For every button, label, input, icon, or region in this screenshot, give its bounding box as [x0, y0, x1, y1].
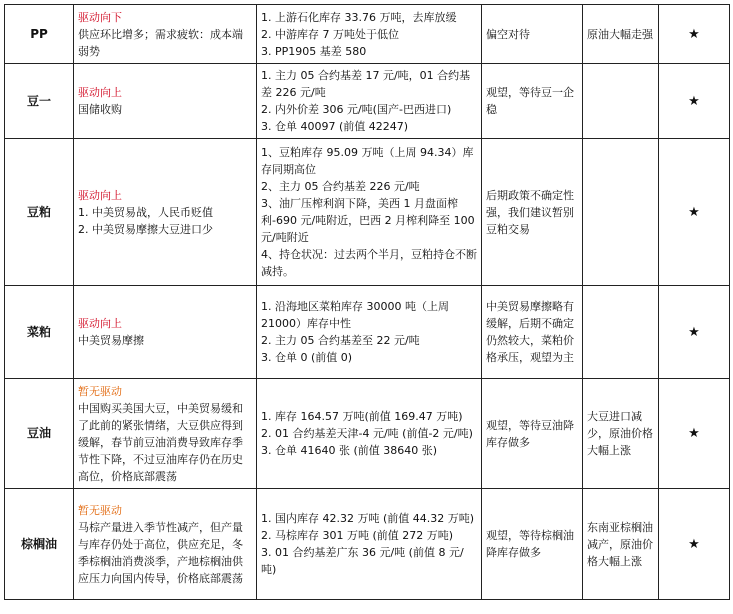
- rating-star-icon: ★: [659, 286, 730, 379]
- detail-item: 1、豆粕库存 95.09 万吨（上周 94.34）库存同期高位: [261, 146, 474, 176]
- detail-item: 2、主力 05 合约基差 226 元/吨: [261, 180, 420, 193]
- detail-item: 1. 主力 05 合约基差 17 元/吨，01 合约基差 226 元/吨: [261, 69, 471, 99]
- rating-star-icon: ★: [659, 489, 730, 600]
- extra-cell: 大豆进口减少，原油价格大幅上涨: [583, 379, 659, 489]
- detail-item: 3. PP1905 基差 580: [261, 44, 367, 58]
- detail-item: 2. 内外价差 306 元/吨(国产-巴西进口): [261, 103, 452, 116]
- table-row: [5, 286, 730, 379]
- extra-cell: [583, 64, 659, 139]
- detail-item: 3. 仓单 41640 张 (前值 38640 张): [261, 444, 438, 457]
- drive-text: 国储收购: [78, 103, 122, 116]
- commodity-name: 菜粕: [5, 286, 74, 379]
- detail-item: 4、持仓状况：过去两个半月，豆粕持仓不断减持。: [261, 248, 477, 278]
- commodity-name: 豆一: [5, 64, 74, 139]
- strategy-cell: 偏空对待: [482, 5, 583, 64]
- details-cell: [257, 139, 482, 286]
- detail-item: 3. 仓单 40097 (前值 42247): [261, 120, 409, 133]
- drive-text: 供应环比增多；需求疲软：成本端弱势: [78, 27, 243, 58]
- drive-cell: [74, 5, 257, 64]
- table-row: [5, 489, 730, 600]
- rating-star-icon: ★: [659, 139, 730, 286]
- commodity-name: 棕榈油: [5, 489, 74, 600]
- rating-star-icon: ★: [659, 64, 730, 139]
- detail-item: 2. 01 合约基差天津-4 元/吨 (前值-2 元/吨): [261, 427, 473, 440]
- commodity-name: 豆油: [5, 379, 74, 489]
- commodity-table: [4, 4, 730, 600]
- details-cell: [257, 379, 482, 489]
- detail-item: 2. 马棕库存 301 万吨 (前值 272 万吨): [261, 529, 454, 542]
- drive-cell: [74, 379, 257, 489]
- drive-cell: [74, 286, 257, 379]
- drive-label: 驱动向上: [78, 317, 122, 330]
- drive-text: 2. 中美贸易摩擦大豆进口少: [78, 222, 213, 236]
- drive-label: 暂无驱动: [78, 384, 122, 398]
- extra-cell: 原油大幅走强: [583, 5, 659, 64]
- table-row: [5, 379, 730, 489]
- table-row: [5, 64, 730, 139]
- strategy-cell: 后期政策不确定性强，我们建议暂别豆粕交易: [482, 139, 583, 286]
- details-cell: [257, 489, 482, 600]
- detail-item: 1. 上游石化库存 33.76 万吨，去库放缓: [261, 10, 457, 24]
- drive-cell: [74, 139, 257, 286]
- drive-label: 暂无驱动: [78, 503, 122, 517]
- drive-label: 驱动向上: [78, 86, 122, 99]
- drive-label: 驱动向上: [78, 188, 122, 202]
- details-cell: [257, 64, 482, 139]
- details-cell: [257, 5, 482, 64]
- drive-text: 马棕产量进入季节性减产，但产量与库存仍处于高位，供应充足，冬季棕榈油消费淡季，产地棕榈油供应压力向国内传导，价格底部震荡: [78, 520, 243, 585]
- table-row: [5, 5, 730, 64]
- commodity-name: 豆粕: [5, 139, 74, 286]
- detail-item: 3. 仓单 0 (前值 0): [261, 351, 353, 364]
- detail-item: 3. 01 合约基差广东 36 元/吨 (前值 8 元/吨): [261, 546, 464, 576]
- drive-cell: [74, 64, 257, 139]
- drive-text: 1. 中美贸易战，人民币贬值: [78, 205, 213, 219]
- rating-star-icon: ★: [659, 5, 730, 64]
- detail-item: 1. 沿海地区菜粕库存 30000 吨（上周 21000）库存中性: [261, 300, 449, 330]
- strategy-cell: 观望，等待棕榈油降库存做多: [482, 489, 583, 600]
- drive-label: 驱动向下: [78, 10, 122, 24]
- extra-cell: [583, 139, 659, 286]
- detail-item: 1. 国内库存 42.32 万吨 (前值 44.32 万吨): [261, 512, 475, 525]
- detail-item: 2. 中游库存 7 万吨处于低位: [261, 27, 399, 41]
- table-row: [5, 139, 730, 286]
- drive-text: 中美贸易摩擦: [78, 334, 144, 347]
- drive-cell: [74, 489, 257, 600]
- detail-item: 1. 库存 164.57 万吨(前值 169.47 万吨): [261, 410, 463, 423]
- rating-star-icon: ★: [659, 379, 730, 489]
- extra-cell: 东南亚棕榈油减产，原油价格大幅上涨: [583, 489, 659, 600]
- detail-item: 3、油厂压榨利润下降，美西 1 月盘面榨利-690 元/吨附近，巴西 2 月榨利降至 100 元/吨附近: [261, 197, 475, 244]
- detail-item: 2. 主力 05 合约基差至 22 元/吨: [261, 334, 420, 347]
- strategy-cell: 观望，等待豆油降库存做多: [482, 379, 583, 489]
- commodity-name: PP: [5, 5, 74, 64]
- details-cell: [257, 286, 482, 379]
- extra-cell: [583, 286, 659, 379]
- strategy-cell: 中美贸易摩擦略有缓解，后期不确定仍然较大，菜粕价格承压，观望为主: [482, 286, 583, 379]
- drive-text: 中国购买美国大豆，中美贸易缓和了此前的紧张情绪，大豆供应得到缓解，春节前豆油消费导致库存季节性下降，不过豆油库存仍在历史高位，价格底部震荡: [78, 401, 243, 483]
- strategy-cell: 观望，等待豆一企稳: [482, 64, 583, 139]
